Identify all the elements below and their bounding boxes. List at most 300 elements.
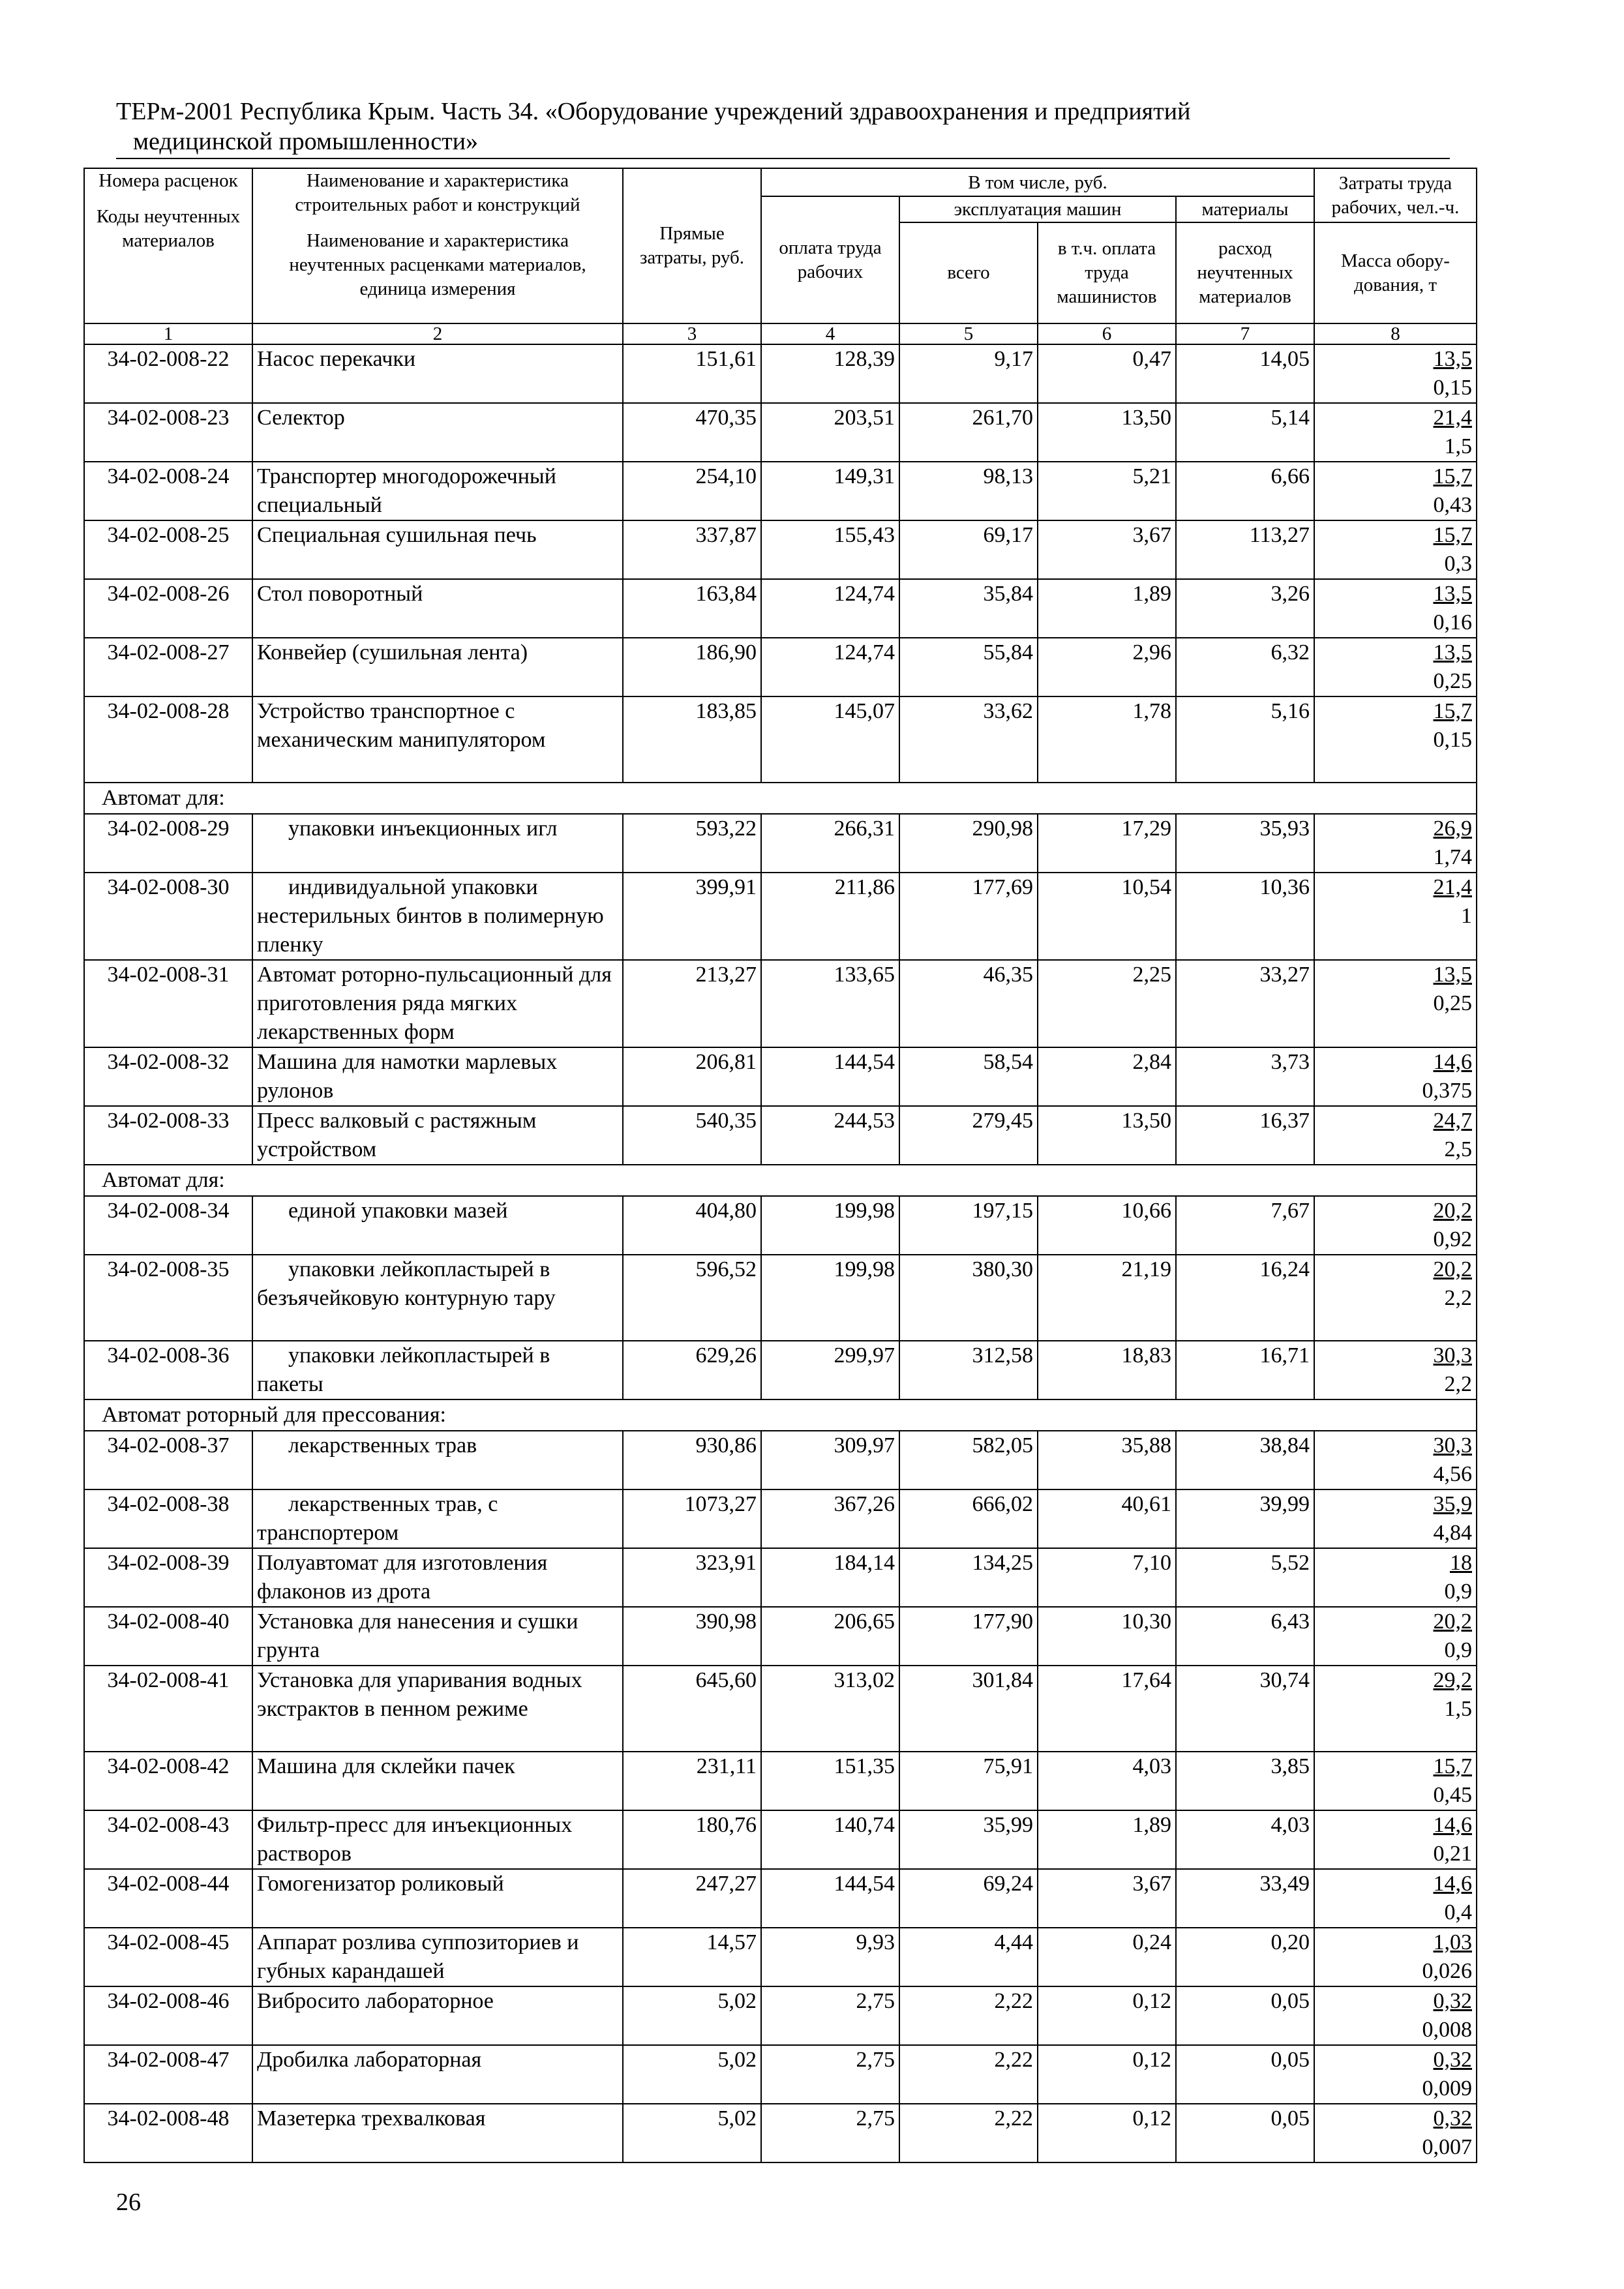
labor-hours: 30,3 [1433,1343,1472,1368]
column-numbers-row [84,323,1477,344]
machines-total: 301,84 [899,1666,1038,1752]
work-name [252,579,623,638]
labor-hours: 26,9 [1433,816,1472,841]
header-machines-total: всего [899,222,1038,323]
work-name-text: Транспортер многодорожечный специальный [257,464,556,517]
rate-code: 34-02-008-40 [84,1607,252,1666]
header-unaccounted-materials: расход неучтенных материалов [1176,222,1314,323]
machinist-pay: 2,84 [1038,1047,1176,1106]
labor-hours: 14,6 [1433,1050,1472,1074]
machines-total: 4,44 [899,1928,1038,1986]
work-name-text: упаковки лейкопластырей в безъячейковую контурную тару [257,1257,556,1310]
header-labor-pay: оплата труда рабочих [761,196,899,323]
work-name-text: Аппарат розлива суппозиториев и губных карандашей [257,1930,579,1983]
work-name [252,462,623,520]
header-work-name-top: Наименование и характеристика строительных работ и конструкций [295,170,580,215]
header-machinist-pay: в т.ч. оплата труда машинистов [1038,222,1176,323]
rate-code: 34-02-008-24 [84,462,252,520]
labor-and-mass [1314,1196,1477,1255]
work-name-text: Автомат роторно-пульсационный для приготовления ряда мягких лекарственных форм [257,963,612,1044]
labor-pay: 367,26 [761,1489,899,1548]
machines-total: 69,17 [899,520,1038,579]
machinist-pay: 0,47 [1038,344,1176,403]
direct-costs: 186,90 [623,638,761,696]
equipment-mass: 0,009 [1422,2076,1472,2101]
machines-total: 2,22 [899,2104,1038,2162]
rate-code: 34-02-008-37 [84,1431,252,1489]
equipment-mass: 1,74 [1433,845,1472,869]
labor-hours: 15,7 [1433,699,1472,723]
table-row [84,1196,1477,1255]
column-number: 6 [1038,323,1176,344]
machines-total: 177,69 [899,873,1038,960]
work-name-text: Машина для намотки марлевых рулонов [257,1050,558,1103]
header-material-name: Наименование и характеристика неучтенных расценками материалов, единица измерения [289,230,586,299]
machines-total: 69,24 [899,1869,1038,1928]
labor-hours: 13,5 [1433,640,1472,665]
equipment-mass: 4,56 [1433,1462,1472,1486]
table-row [84,638,1477,696]
materials-cost: 30,74 [1176,1666,1314,1752]
table-row [84,403,1477,462]
work-name [252,1255,623,1341]
labor-pay: 144,54 [761,1047,899,1106]
rate-code: 34-02-008-29 [84,814,252,873]
work-name-text: Специальная сушильная печь [257,523,537,547]
rate-code: 34-02-008-22 [84,344,252,403]
materials-cost: 6,66 [1176,462,1314,520]
column-number: 8 [1314,323,1477,344]
machines-total: 98,13 [899,462,1038,520]
direct-costs: 14,57 [623,1928,761,1986]
rate-code: 34-02-008-47 [84,2045,252,2104]
labor-and-mass [1314,1106,1477,1165]
work-name-text: Мазетерка трехвалковая [257,2106,486,2131]
labor-pay: 2,75 [761,2045,899,2104]
machinist-pay: 35,88 [1038,1431,1176,1489]
header-equipment-mass: Масса обору-дования, т [1314,222,1477,323]
table-header [84,168,1477,344]
equipment-mass: 0,026 [1422,1959,1472,1983]
materials-cost: 0,05 [1176,1986,1314,2045]
work-name [252,960,623,1047]
materials-cost: 3,73 [1176,1047,1314,1106]
labor-pay: 2,75 [761,2104,899,2162]
machinist-pay: 1,78 [1038,696,1176,783]
header-rule [116,158,1450,159]
labor-pay: 203,51 [761,403,899,462]
equipment-mass: 2,2 [1444,1286,1472,1310]
machines-total: 177,90 [899,1607,1038,1666]
work-name [252,344,623,403]
machines-total: 2,22 [899,2045,1038,2104]
labor-hours: 0,32 [1433,2048,1472,2072]
table-row [84,1431,1477,1489]
labor-and-mass [1314,638,1477,696]
direct-costs: 231,11 [623,1752,761,1810]
work-name-text: Гомогенизатор роликовый [257,1872,504,1896]
labor-and-mass [1314,520,1477,579]
machinist-pay: 2,96 [1038,638,1176,696]
machinist-pay: 0,12 [1038,2104,1176,2162]
labor-pay: 199,98 [761,1196,899,1255]
direct-costs: 213,27 [623,960,761,1047]
equipment-mass: 0,9 [1444,1579,1472,1604]
work-name [252,1341,623,1399]
work-name-text: лекарственных трав [288,1433,477,1458]
page-header [116,97,1453,157]
column-number: 2 [252,323,623,344]
machinist-pay: 10,54 [1038,873,1176,960]
labor-hours: 13,5 [1433,347,1472,371]
labor-hours: 14,6 [1433,1813,1472,1837]
rate-code: 34-02-008-25 [84,520,252,579]
table-row [84,520,1477,579]
labor-hours: 20,2 [1433,1609,1472,1634]
equipment-mass: 0,21 [1433,1842,1472,1866]
labor-and-mass [1314,2045,1477,2104]
labor-pay: 128,39 [761,344,899,403]
machines-total: 290,98 [899,814,1038,873]
labor-and-mass [1314,1047,1477,1106]
table-row [84,462,1477,520]
equipment-mass: 0,007 [1422,2135,1472,2159]
equipment-mass: 2,2 [1444,1372,1472,1396]
table-row [84,1341,1477,1399]
work-name [252,873,623,960]
labor-pay: 313,02 [761,1666,899,1752]
header-rate-numbers-top: Номера расценок [98,170,238,191]
rate-code: 34-02-008-32 [84,1047,252,1106]
labor-pay: 151,35 [761,1752,899,1810]
materials-cost: 35,93 [1176,814,1314,873]
machinist-pay: 7,10 [1038,1548,1176,1607]
rate-code: 34-02-008-48 [84,2104,252,2162]
labor-and-mass [1314,1255,1477,1341]
header-materials: материалы [1176,196,1314,222]
machines-total: 666,02 [899,1489,1038,1548]
materials-cost: 7,67 [1176,1196,1314,1255]
labor-and-mass [1314,1928,1477,1986]
direct-costs: 404,80 [623,1196,761,1255]
work-name [252,2045,623,2104]
labor-hours: 30,3 [1433,1433,1472,1458]
direct-costs: 1073,27 [623,1489,761,1548]
labor-pay: 299,97 [761,1341,899,1399]
labor-and-mass [1314,696,1477,783]
work-name-text: единой упаковки мазей [288,1199,508,1223]
machinist-pay: 40,61 [1038,1489,1176,1548]
header-labor-hours: Затраты труда рабочих, чел.-ч. [1314,168,1477,222]
table-row [84,1548,1477,1607]
header-line-1: ТЕРм-2001 Республика Крым. Часть 34. «Оборудование учреждений здравоохранения и предприятий [116,98,1191,125]
labor-and-mass [1314,1810,1477,1869]
rate-code: 34-02-008-43 [84,1810,252,1869]
machines-total: 58,54 [899,1047,1038,1106]
work-name [252,696,623,783]
labor-and-mass [1314,579,1477,638]
labor-pay: 145,07 [761,696,899,783]
table-row [84,1607,1477,1666]
work-name [252,1607,623,1666]
materials-cost: 6,32 [1176,638,1314,696]
work-name [252,1196,623,1255]
labor-and-mass [1314,1752,1477,1810]
materials-cost: 3,85 [1176,1752,1314,1810]
labor-hours: 14,6 [1433,1872,1472,1896]
work-name [252,1928,623,1986]
rate-code: 34-02-008-39 [84,1548,252,1607]
work-name [252,1810,623,1869]
labor-hours: 15,7 [1433,523,1472,547]
work-name-text: Установка для упаривания водных экстрактов в пенном режиме [257,1668,582,1721]
materials-cost: 16,71 [1176,1341,1314,1399]
equipment-mass: 1,5 [1444,434,1472,458]
materials-cost: 10,36 [1176,873,1314,960]
labor-and-mass [1314,960,1477,1047]
table-row [84,2104,1477,2162]
machinist-pay: 13,50 [1038,403,1176,462]
labor-pay: 266,31 [761,814,899,873]
group-title: Автомат для: [84,1165,1477,1196]
work-name-text: Стол поворотный [257,582,423,606]
table-row [84,579,1477,638]
equipment-mass: 0,375 [1422,1079,1472,1103]
materials-cost: 16,37 [1176,1106,1314,1165]
labor-hours: 29,2 [1433,1668,1472,1692]
direct-costs: 254,10 [623,462,761,520]
labor-hours: 35,9 [1433,1492,1472,1516]
rate-code: 34-02-008-31 [84,960,252,1047]
equipment-mass: 0,9 [1444,1638,1472,1662]
labor-and-mass [1314,814,1477,873]
table-row [84,344,1477,403]
rate-code: 34-02-008-46 [84,1986,252,2045]
materials-cost: 5,14 [1176,403,1314,462]
materials-cost: 3,26 [1176,579,1314,638]
labor-pay: 206,65 [761,1607,899,1666]
column-number: 5 [899,323,1038,344]
work-name-text: Конвейер (сушильная лента) [257,640,528,665]
labor-pay: 133,65 [761,960,899,1047]
materials-cost: 6,43 [1176,1607,1314,1666]
labor-and-mass [1314,1986,1477,2045]
work-name [252,520,623,579]
materials-cost: 4,03 [1176,1810,1314,1869]
machinist-pay: 3,67 [1038,1869,1176,1928]
machinist-pay: 10,30 [1038,1607,1176,1666]
machinist-pay: 18,83 [1038,1341,1176,1399]
materials-cost: 0,05 [1176,2104,1314,2162]
machinist-pay: 0,12 [1038,1986,1176,2045]
rate-code: 34-02-008-23 [84,403,252,462]
header-rate-numbers [84,168,252,323]
work-name-text: индивидуальной упаковки нестерильных бинтов в полимерную пленку [257,875,604,957]
labor-and-mass [1314,1431,1477,1489]
machinist-pay: 2,25 [1038,960,1176,1047]
machines-total: 312,58 [899,1341,1038,1399]
direct-costs: 5,02 [623,2104,761,2162]
labor-pay: 9,93 [761,1928,899,1986]
machinist-pay: 4,03 [1038,1752,1176,1810]
labor-and-mass [1314,1869,1477,1928]
equipment-mass: 0,4 [1444,1900,1472,1924]
work-name [252,1431,623,1489]
machinist-pay: 3,67 [1038,520,1176,579]
machinist-pay: 17,64 [1038,1666,1176,1752]
machines-total: 2,22 [899,1986,1038,2045]
table-row [84,960,1477,1047]
table-row [84,814,1477,873]
direct-costs: 593,22 [623,814,761,873]
rate-code: 34-02-008-27 [84,638,252,696]
direct-costs: 540,35 [623,1106,761,1165]
machinist-pay: 10,66 [1038,1196,1176,1255]
work-name [252,638,623,696]
rate-code: 34-02-008-30 [84,873,252,960]
machinist-pay: 1,89 [1038,1810,1176,1869]
machines-total: 380,30 [899,1255,1038,1341]
labor-pay: 199,98 [761,1255,899,1341]
work-name-text: Установка для нанесения и сушки грунта [257,1609,579,1662]
direct-costs: 5,02 [623,2045,761,2104]
rates-table [83,168,1477,2163]
rate-code: 34-02-008-33 [84,1106,252,1165]
materials-cost: 39,99 [1176,1489,1314,1548]
table-row [84,1489,1477,1548]
rate-code: 34-02-008-41 [84,1666,252,1752]
direct-costs: 337,87 [623,520,761,579]
group-heading-row [84,1165,1477,1196]
group-title: Автомат роторный для прессования: [84,1399,1477,1431]
labor-and-mass [1314,1548,1477,1607]
table-row [84,1106,1477,1165]
labor-hours: 20,2 [1433,1199,1472,1223]
equipment-mass: 0,25 [1433,991,1472,1015]
equipment-mass: 0,16 [1433,610,1472,635]
materials-cost: 16,24 [1176,1255,1314,1341]
rate-code: 34-02-008-44 [84,1869,252,1928]
rate-code: 34-02-008-26 [84,579,252,638]
work-name-text: Селектор [257,406,345,430]
labor-hours: 0,32 [1433,2106,1472,2131]
work-name-text: Полуавтомат для изготовления флаконов из дрота [257,1551,548,1604]
equipment-mass: 4,84 [1433,1521,1472,1545]
direct-costs: 470,35 [623,403,761,462]
direct-costs: 151,61 [623,344,761,403]
column-number: 3 [623,323,761,344]
direct-costs: 163,84 [623,579,761,638]
labor-hours: 18 [1450,1551,1472,1575]
work-name [252,1106,623,1165]
labor-hours: 13,5 [1433,582,1472,606]
work-name [252,814,623,873]
page-number: 26 [116,2189,141,2216]
header-line-2: медицинской промышленности» [133,128,479,155]
labor-and-mass [1314,1489,1477,1548]
work-name-text: Машина для склейки пачек [257,1754,515,1778]
group-title: Автомат для: [84,783,1477,814]
machines-total: 9,17 [899,344,1038,403]
machines-total: 55,84 [899,638,1038,696]
direct-costs: 645,60 [623,1666,761,1752]
work-name-text: Вибросито лабораторное [257,1989,494,2013]
machinist-pay: 17,29 [1038,814,1176,873]
table-row [84,1047,1477,1106]
equipment-mass: 0,3 [1444,552,1472,576]
materials-cost: 33,27 [1176,960,1314,1047]
labor-and-mass [1314,1666,1477,1752]
labor-and-mass [1314,873,1477,960]
materials-cost: 5,16 [1176,696,1314,783]
equipment-mass: 0,25 [1433,669,1472,693]
machines-total: 261,70 [899,403,1038,462]
work-name [252,403,623,462]
equipment-mass: 0,45 [1433,1783,1472,1807]
machinist-pay: 1,89 [1038,579,1176,638]
table-row [84,1255,1477,1341]
machinist-pay: 0,12 [1038,2045,1176,2104]
work-name-text: упаковки лейкопластырей в пакеты [257,1343,550,1396]
work-name-text: Насос перекачки [257,347,416,371]
work-name [252,1548,623,1607]
labor-and-mass [1314,462,1477,520]
group-heading-row [84,1399,1477,1431]
table-row [84,2045,1477,2104]
machinist-pay: 5,21 [1038,462,1176,520]
labor-and-mass [1314,1607,1477,1666]
work-name-text: Дробилка лабораторная [257,2048,482,2072]
work-name [252,1752,623,1810]
table-row [84,696,1477,783]
work-name [252,1489,623,1548]
rate-code: 34-02-008-36 [84,1341,252,1399]
equipment-mass: 2,5 [1444,1137,1472,1161]
direct-costs: 629,26 [623,1341,761,1399]
equipment-mass: 0,92 [1433,1227,1472,1251]
direct-costs: 247,27 [623,1869,761,1928]
column-number: 4 [761,323,899,344]
labor-hours: 24,7 [1433,1109,1472,1133]
table-row [84,1810,1477,1869]
rate-code: 34-02-008-28 [84,696,252,783]
labor-pay: 124,74 [761,638,899,696]
labor-pay: 149,31 [761,462,899,520]
rate-code: 34-02-008-42 [84,1752,252,1810]
materials-cost: 38,84 [1176,1431,1314,1489]
materials-cost: 0,05 [1176,2045,1314,2104]
table-row [84,1986,1477,2045]
work-name [252,1986,623,2045]
direct-costs: 596,52 [623,1255,761,1341]
machinist-pay: 21,19 [1038,1255,1176,1341]
labor-pay: 184,14 [761,1548,899,1607]
rate-code: 34-02-008-38 [84,1489,252,1548]
direct-costs: 180,76 [623,1810,761,1869]
labor-pay: 2,75 [761,1986,899,2045]
labor-hours: 13,5 [1433,963,1472,987]
machinist-pay: 0,24 [1038,1928,1176,1986]
labor-pay: 144,54 [761,1869,899,1928]
work-name-text: Пресс валковый с растяжным устройством [257,1109,537,1161]
labor-pay: 155,43 [761,520,899,579]
direct-costs: 206,81 [623,1047,761,1106]
materials-cost: 113,27 [1176,520,1314,579]
header-work-name [252,168,623,323]
machines-total: 75,91 [899,1752,1038,1810]
work-name-text: Устройство транспортное с механическим манипулятором [257,699,546,752]
equipment-mass: 0,15 [1433,728,1472,752]
